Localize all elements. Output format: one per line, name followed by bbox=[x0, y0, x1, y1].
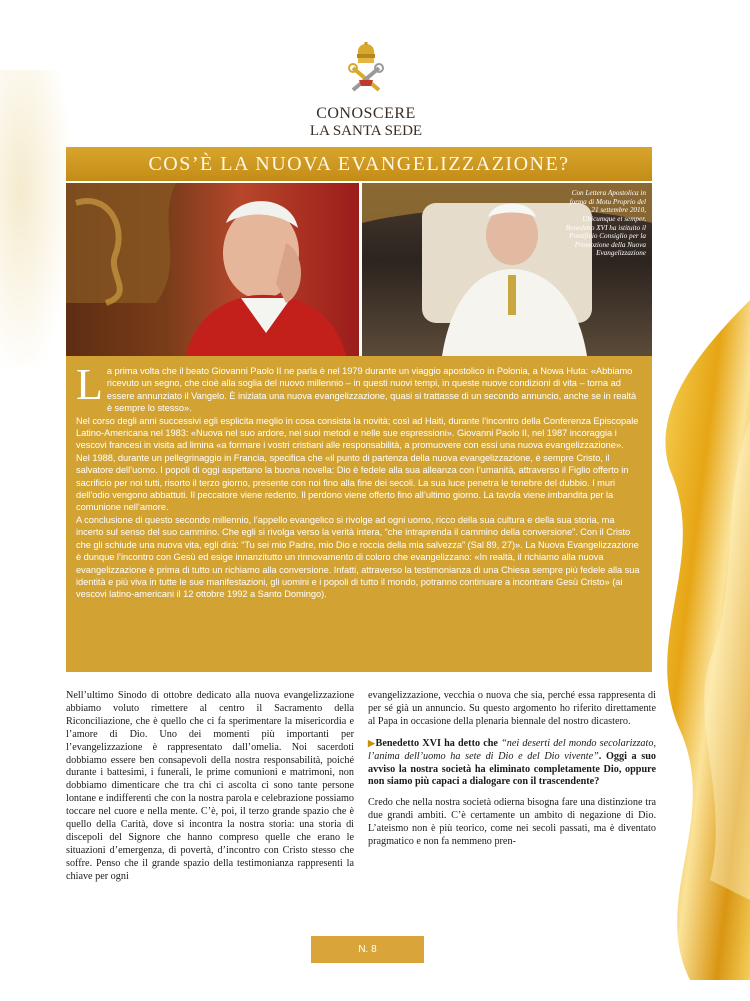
brand-line-2: LA SANTA SEDE bbox=[309, 123, 423, 139]
intro-paragraph-3: Nel 1988, durante un pellegrinaggio in Francia, specifica che «il punto di partenza della nuova evangelizzazione, è sempre Cristo, il salvatore dell’uomo. I popoli di oggi aspettano la buona novella: Dio è fedele alla sua alleanza con l’umanità, attraverso il Figlio offerto in sacrificio per noi tutti, risorto il terzo giorno, presente con noi fino alla fine dei secoli. La sua luce penetra le tenebre del dubbio. I muri dell’odio vengono abbattuti. Il peccatore viene redento. Il perdono viene offerto fino all’ultimo giorno. La tavola viene imbandita per la comunione nell’amore. bbox=[76, 452, 629, 513]
interview-question bbox=[368, 737, 656, 790]
brand-title bbox=[300, 106, 432, 139]
intro-paragraph-1: a prima volta che il beato Giovanni Paolo II ne parla è nel 1979 durante un viaggio apostolico in Polonia, a Nowa Huta: «Abbiamo ricevuto un segno, che cioè alla soglia del nuovo millennio – in questi nuovi tempi, in queste nuove condizioni di vita – torna ad essere annunziato il Vangelo. È iniziata una nuova evangelizzazione, quasi si trattasse di un secondo annuncio, anche se in realtà è sempre lo stesso». bbox=[106, 366, 637, 414]
triangle-marker-icon: ▶ bbox=[368, 737, 376, 748]
column-left bbox=[66, 690, 354, 892]
column-right-text-2: Credo che nella nostra società odierna bisogna fare una distinzione tra due grandi ambiti. C’è certamente un ambito di negazione di Dio. L’ateismo non è più teorico, come nei secoli passati, ma è diventato pragmatico e non fa nemmeno pren- bbox=[368, 797, 656, 848]
column-left-text: Nell’ultimo Sinodo di ottobre dedicato alla nuova evangelizzazione abbiamo voluto rimettere al centro il Sacramento della Riconciliazione, che è quello che ci fa sperimentare la misericordia e l’amore di Dio. Uno dei momenti più importanti per l’evangelizzazione è rappresentato dall’omelia. Noi sacerdoti dobbiamo essere ben consapevoli della nostra responsabilità, poiché durante i battesimi, i funerali, le prime comunioni e matrimoni, non dobbiamo dimenticare che tra chi ci ascolta ci sono tante persone lontane e indifferenti che con la nostra parola e celebrazione possiamo toccare nel cuore e nella mente. C’è, poi, il terzo grande spazio che è quello della Carità, dove si incontra la nostra storia: una storia di discepoli del Signore che hanno compreso quelle che erano le situazioni d’emergenza, di povertà, d’incontro con Cristo stesso che soffre. Penso che il grande spazio della testimonianza rappresenti la chiave per ogni bbox=[66, 690, 354, 882]
article-columns bbox=[66, 690, 656, 892]
question-quote: “nei deserti del mondo secolarizzato, l’anima dell’uomo ha sete di Dio e del Dio vivente” bbox=[368, 737, 656, 762]
brand-line-1: CONOSCERE bbox=[316, 105, 416, 122]
photo-caption: Con Lettera Apostolica in forma di Motu Proprio del 21 settembre 2010, Ubicumque et semper, Benedetto XVI ha istituito il Pontificio Consiglio per la Promozione della Nuova Evangelizzazione bbox=[565, 189, 646, 258]
column-right-text-1: evangelizzazione, vecchia o nuova che sia, perché essa rappresenta di per sé già un annuncio. Su questo argomento ho riferito direttamente al Papa in occasione della plenaria biennale del nostro dicastero. bbox=[368, 690, 656, 727]
holy-see-emblem bbox=[343, 42, 389, 94]
intro-paragraph-4: A conclusione di questo secondo millennio, l’appello evangelico si rivolge ad ogni uomo, ricco della sua cultura e della sua storia, ma incerto sul senso del suo cammino. Che egli si rivolga verso la verità intera, “che intraprenda il cammino della conversione”. Con il Cristo che gli schiude una nuova vita, egli dirà: “Tu sei mio Padre, mio Dio e roccia della mia salvezza” (Sal 89, 27)». La Nuova Evangelizzazione è dunque l’incontro con Gesù ed esige innanzitutto un rinnovamento di coloro che evangelizzano: «In realtà, il richiamo alla nuova evangelizzazione è prima di tutto un richiamo alla conversione. Infatti, attraverso la testimonianza di una Chiesa sempre più fedele alla sua identità e più viva in tutte le sue manifestazioni, gli uomini e i popoli di tutto il mondo, potranno continuare a incontrare Gesù Cristo» (ai vescovi latino-americani il 12 ottobre 1992 a Santo Domingo). bbox=[76, 514, 640, 600]
question-lead: Benedetto XVI ha detto che bbox=[375, 737, 502, 749]
page-number: N. 8 bbox=[311, 936, 424, 963]
intro-box bbox=[66, 356, 652, 672]
background-ornament bbox=[0, 70, 70, 370]
photo-benedict-xvi bbox=[362, 183, 652, 356]
intro-paragraph-2: Nel corso degli anni successivi egli esplicita meglio in cosa consista la novità; così ad Haiti, durante l’incontro della Conferenza Episcopale Latino-Americana nel 1983: «Nuova nel suo ardore, nei suoi metodi e nelle sue espressioni». Giovanni Paolo II, nel 1987 incoraggia i vescovi francesi in visita ad limina «a formare i vostri cristiani alle responsabilità, a promuovere con essi una nuova evangelizzazione». bbox=[76, 415, 639, 451]
page-title: COS’È LA NUOVA EVANGELIZZAZIONE? bbox=[148, 152, 570, 175]
title-banner bbox=[66, 147, 652, 181]
photo-john-paul-ii bbox=[66, 183, 359, 356]
drop-cap: L bbox=[76, 360, 103, 409]
photo-strip bbox=[66, 183, 652, 356]
question-rest: . Oggi a suo avviso la nostra società ha eliminato completamente Dio, oppure non siamo più capaci a dialogare con il trascendente? bbox=[368, 750, 656, 788]
column-right bbox=[368, 690, 656, 892]
